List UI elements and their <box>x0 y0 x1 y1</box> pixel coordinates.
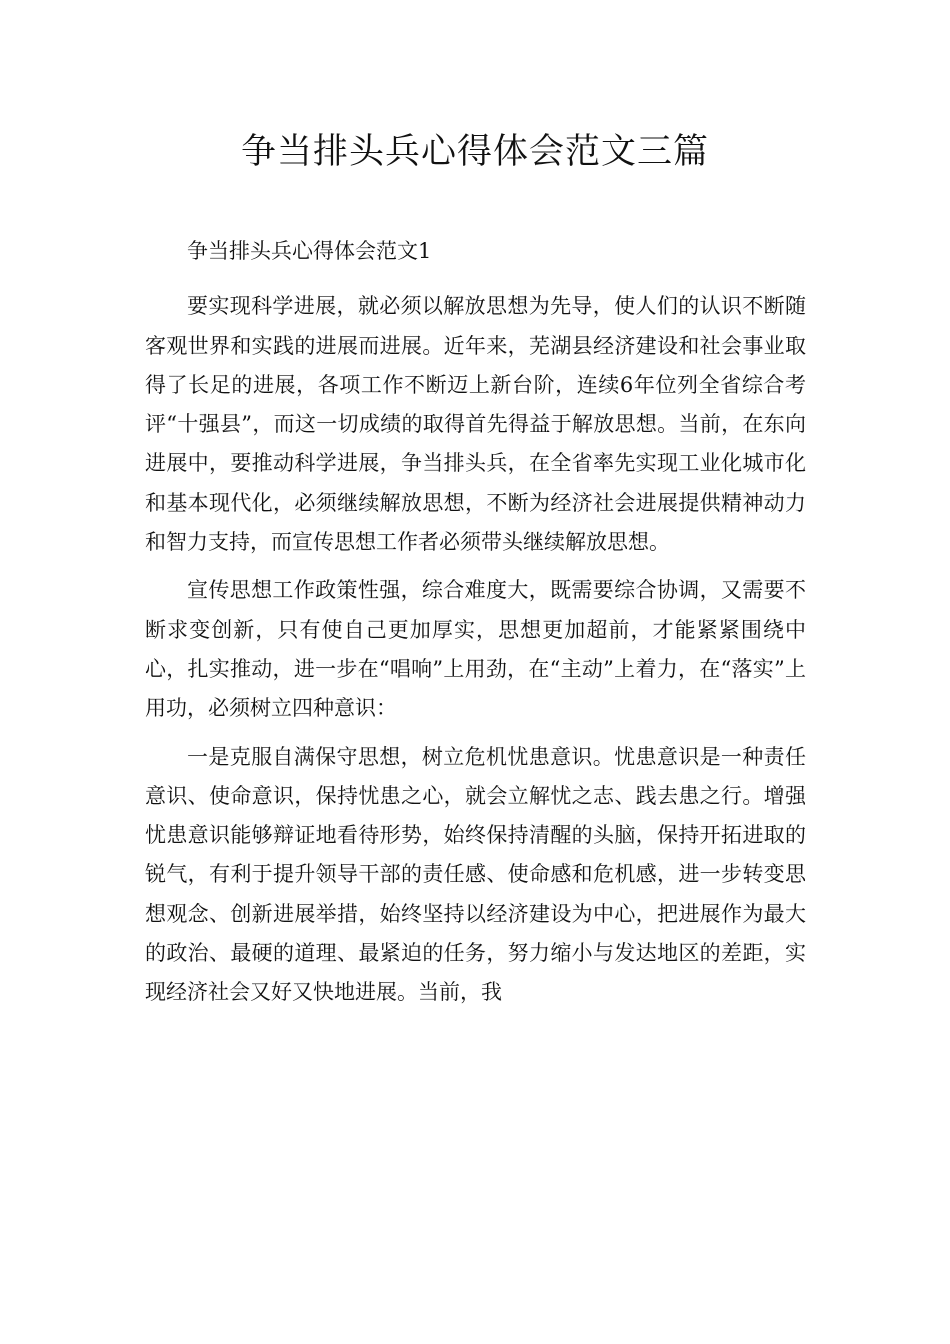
paragraph-2: 宣传思想工作政策性强，综合难度大，既需要综合协调，又需要不断求变创新，只有使自己更加厚实，思想更加超前，才能紧紧围绕中心，扎实推动，进一步在“唱响”上用劲，在“主动”上着力，在“落实”上用功，必须树立四种意识： <box>145 578 806 721</box>
paragraph-1: 要实现科学进展，就必须以解放思想为先导，使人们的认识不断随客观世界和实践的进展而进展。近年来，芜湖县经济建设和社会事业取得了长足的进展，各项工作不断迈上新台阶，连续6年位列全省综合考评“十强县”，而这一切成绩的取得首先得益于解放思想。当前，在东向进展中，要推动科学进展，争当排头兵，在全省率先实现工业化城市化和基本现代化，必须继续解放思想，不断为经济社会进展提供精神动力和智力支持，而宣传思想工作者必须带头继续解放思想。 <box>145 294 806 555</box>
document-title: 争当排头兵心得体会范文三篇 <box>240 132 709 172</box>
document-body <box>145 232 806 1013</box>
paragraph-3: 一是克服自满保守思想，树立危机忧患意识。忧患意识是一种责任意识、使命意识，保持忧患之心，就会立解忧之志、践去患之行。增强忧患意识能够辩证地看待形势，始终保持清醒的头脑，保持开拓进取的锐气，有利于提升领导干部的责任感、使命感和危机感，进一步转变思想观念、创新进展举措，始终坚持以经济建设为中心，把进展作为最大的政治、最硬的道理、最紧迫的任务，努力缩小与发达地区的差距，实现经济社会又好又快地进展。当前，我 <box>145 744 806 1005</box>
section-heading: 争当排头兵心得体会范文1 <box>187 239 432 263</box>
